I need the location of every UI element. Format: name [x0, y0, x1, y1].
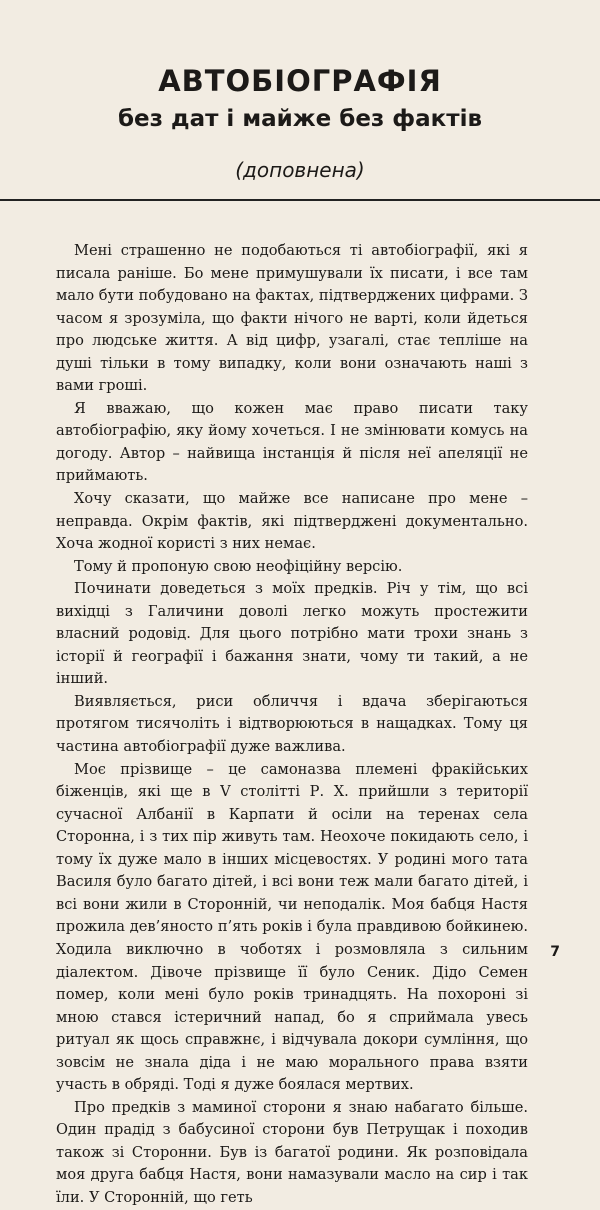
- paragraph: Хочу сказати, що майже все написане про мене – неправда. Окрім фактів, які підтверджені документально. Хоча жодної користі з них немає.: [56, 490, 528, 553]
- page-title: АВТОБІОГРАФІЯ: [158, 64, 442, 98]
- edition-note: (доповнена): [235, 158, 365, 182]
- paragraph: Моє прізвище – це самоназва племені фракійських біженців, які ще в V столітті Р. Х. прийшли з території сучасної Албанії в Карпати й осіли на теренах села Сторонна, і з тих пір живуть там. Неохоче покидають село, і тому їх дуже мало в інших місцевостях. У родині мого тата Василя було багато дітей, і всі вони теж мали багато дітей, і всі вони жили в Сторонній, чи неподалік. Моя бабця Настя прожила дев’яносто п’ять років і була правдивою бойкинею. Ходила виключно в чоботях і розмовляла з сильним діалектом. Дівоче прізвище її було Сеник. Дідо Семен помер, коли мені було років тринадцять. На похороні зі мною стався істеричний напад, бо я сприймала увесь ритуал як щось справжнє, і відчувала докори сумління, що зовсім не знала діда і не маю морального права взяти участь в обряді. Тоді я дуже боялася мертвих.: [56, 760, 528, 1094]
- paragraph: Тому й пропоную свою неофіційну версію.: [74, 557, 403, 575]
- page-subtitle: без дат і майже без фактів: [117, 106, 483, 132]
- paragraph: Мені страшенно не подобаються ті автобіографії, які я писала раніше. Бо мене примушували їх писати, і все там мало бути побудовано на фактах, підтверджених цифрами. З часом я зрозуміла, що факти нічого не варті, коли йдеться про людське життя. А від цифр, узагалі, стає тепліше на душі тільки в тому випадку, коли вони означають наші з вами гроші.: [56, 242, 528, 395]
- paragraph: Я вважаю, що кожен має право писати таку автобіографію, яку йому хочеться. І не змінювати комусь на догоду. Автор – найвища інстанція й після неї апеляції не приймають.: [56, 399, 528, 485]
- paragraph: Виявляється, риси обличчя і вдача зберігаються протягом тисячоліть і відтворюються в нащадках. Тому ця частина автобіографії дуже важлива.: [56, 692, 528, 756]
- title-divider: [0, 199, 600, 201]
- page-number: 7: [550, 944, 560, 960]
- body-text: [56, 240, 528, 1210]
- paragraph: Починати доведеться з моїх предків. Річ у тім, що всі вихідці з Галичини доволі легко можуть простежити власний родовід. Для цього потрібно мати трохи знань з історії й географії і бажання знати, чому ти такий, а не інший.: [56, 580, 528, 688]
- paragraph: Про предків з маминої сторони я знаю набагато більше. Один прадід з бабусиної сторони був Петрущак і походив також зі Сторонни. Був із багатої родини. Як розповідала моя друга бабця Настя, вони намазували масло на сир і так їли. У Сторонній, що геть: [56, 1098, 528, 1206]
